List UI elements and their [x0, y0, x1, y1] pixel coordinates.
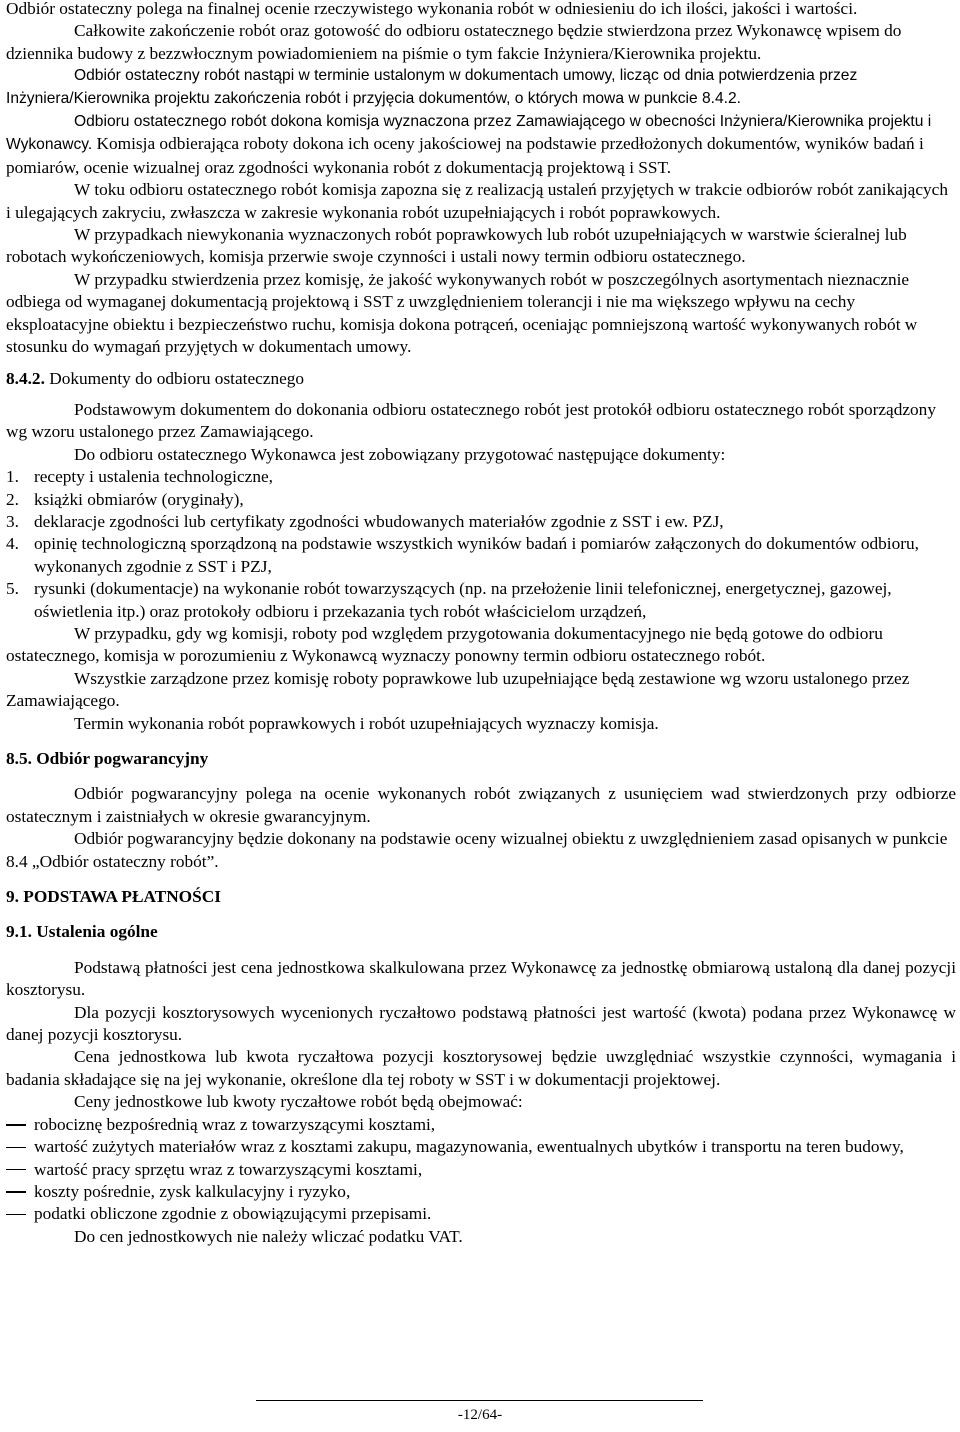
paragraph: Podstawowym dokumentem do dokonania odbioru ostatecznego robót jest protokół odbioru ostatecznego robót sporządzony wg wzoru ustalonego przez Zamawiającego.: [6, 399, 936, 442]
cost-list: [6, 1114, 956, 1226]
paragraph: Całkowite zakończenie robót oraz gotowość do odbioru ostatecznego będzie stwierdzona przez Wykonawcę wpisem do dziennika budowy z bezzwłocznym powiadomieniem na piśmie o tym fakcie Inżyniera/Kierownika projektu.: [6, 21, 902, 63]
paragraph: W przypadkach niewykonania wyznaczonych robót poprawkowych lub robót uzupełniających w warstwie ścieralnej lub robotach wykończeniowych, komisja przerwie swoje czynności i ustali nowy termin odbioru ostatecznego.: [6, 225, 907, 267]
list-item: wartość zużytych materiałów wraz z kosztami zakupu, magazynowania, ewentualnych ubytków i transportu na teren budowy,: [6, 1136, 956, 1158]
paragraph: Do odbioru ostatecznego Wykonawca jest zobowiązany przygotować następujące dokumenty:: [74, 444, 726, 464]
serif-text: Komisja odbierająca roboty dokona ich oceny jakościowej na podstawie przedłożonych dokumentów, wyników badań i pomiarów, ocenie wizualnej oraz zgodności wykonania robót z dokumentacją projektową i SST.: [6, 134, 924, 177]
list-item: 1. recepty i ustalenia technologiczne,: [6, 467, 273, 487]
list-item: podatki obliczone zgodnie z obowiązującymi przepisami.: [6, 1203, 956, 1225]
paragraph: Odbiór ostateczny polega na finalnej ocenie rzeczywistego wykonania robót w odniesieniu do ich ilości, jakości i wartości.: [6, 0, 858, 18]
section-title: Dokumenty do odbioru ostatecznego: [44, 368, 305, 388]
dash-bullet: [6, 1191, 26, 1192]
paragraph: Termin wykonania robót poprawkowych i robót uzupełniających wyznaczy komisja.: [74, 713, 659, 733]
section-heading-91: 9.1. Ustalenia ogólne: [6, 922, 158, 942]
section-heading-85: 8.5. Odbiór pogwarancyjny: [6, 749, 209, 768]
list-item: 2. książki obmiarów (oryginały),: [6, 489, 244, 509]
paragraph: Do cen jednostkowych nie należy wliczać podatku VAT.: [74, 1226, 463, 1246]
dash-bullet: [6, 1169, 26, 1170]
paragraph: Ceny jednostkowe lub kwoty ryczałtowe robót będą obejmować:: [74, 1092, 523, 1112]
list-item: 4. opinię technologiczną sporządzoną na podstawie wszystkich wyników badań i pomiarów załączonych do dokumentów odbioru, wykonanych zgodnie z SST i PZJ,: [6, 534, 919, 576]
paragraph: Odbiór ostateczny robót nastąpi w terminie ustalonym w dokumentach umowy, licząc od dnia potwierdzenia przez Inżyniera/Kierownika projektu zakończenia robót i przyjęcia dokumentów, o których mowa w punkcie 8.4.2.: [6, 67, 858, 107]
list-item: 3. deklaracje zgodności lub certyfikaty zgodności wbudowanych materiałów zgodnie z SST i ew. PZJ,: [6, 511, 724, 531]
paragraph: Odbiór pogwarancyjny polega na ocenie wykonanych robót związanych z usunięciem wad stwierdzonych przy odbiorze ostatecznym i zaistniałych w okresie gwarancyjnym.: [6, 784, 956, 826]
paragraph: Wszystkie zarządzone przez komisję roboty poprawkowe lub uzupełniające będą zestawione wg wzoru ustalonego przez Zamawiającego.: [6, 668, 910, 711]
sans-text: Odbioru ostatecznego robót dokona komisja wyznaczona przez Zamawiającego w obecności Inżyniera/Kierownika projektu i Wykonawcy.: [6, 113, 932, 154]
paragraph: Odbiór pogwarancyjny będzie dokonany na podstawie oceny wizualnej obiektu z uwzględnieniem zasad opisanych w punkcie 8.4 „Odbiór ostateczny robót”.: [6, 829, 948, 871]
section-number: 8.4.2.: [6, 368, 45, 388]
section-heading-9: 9. PODSTAWA PŁATNOŚCI: [6, 887, 221, 907]
list-item: robociznę bezpośrednią wraz z towarzyszącymi kosztami,: [6, 1114, 956, 1136]
section-heading-842: [6, 368, 956, 390]
footer-divider: [256, 1400, 703, 1401]
dash-bullet: [6, 1147, 26, 1148]
paragraph: W toku odbioru ostatecznego robót komisja zapozna się z realizacją ustaleń przyjętych w trakcie odbiorów robót zanikających i ulegających zakryciu, zwłaszcza w zakresie wykonania robót uzupełniających i robót poprawkowych.: [6, 180, 948, 222]
document-list: [6, 466, 956, 623]
paragraph: Cena jednostkowa lub kwota ryczałtowa pozycji kosztorysowej będzie uwzględniać wszystkie czynności, wymagania i badania składające się na jej wykonanie, określone dla tej roboty w SST i w dokumentacji projektowej.: [6, 1047, 956, 1089]
paragraph: W przypadku stwierdzenia przez komisję, że jakość wykonywanych robót w poszczególnych asortymentach nieznacznie odbiega od wymaganej dokumentacją projektową i SST z uwzględnieniem tolerancji i nie ma większego wpływu na cechy eksploatacyjne obiektu i bezpieczeństwo ruchu, komisja dokona potrąceń, oceniając pomniejszoną wartość wykonywanych robót w stosunku do wymagań przyjętych w dokumentach umowy.: [6, 269, 918, 357]
list-item: 5. rysunki (dokumentacje) na wykonanie robót towarzyszących (np. na przełożenie linii telefonicznej, energetycznej, gazowej, oświetlenia itp.) oraz protokoły odbioru i przekazania tych robót właścicielom urządzeń,: [6, 579, 892, 621]
dash-bullet: [6, 1214, 26, 1215]
paragraph: [6, 110, 956, 179]
paragraph: Podstawą płatności jest cena jednostkowa skalkulowana przez Wykonawcę za jednostkę obmiarową ustaloną dla danej pozycji kosztorysu.: [6, 957, 956, 1000]
list-item: wartość pracy sprzętu wraz z towarzyszącymi kosztami,: [6, 1159, 956, 1181]
document-page: [6, 0, 956, 1248]
page-number: -12/64-: [457, 1407, 503, 1423]
paragraph: W przypadku, gdy wg komisji, roboty pod względem przygotowania dokumentacyjnego nie będą gotowe do odbioru ostatecznego, komisja w porozumieniu z Wykonawcą wyznaczy ponowny termin odbioru ostatecznego robót.: [6, 623, 883, 666]
list-item: koszty pośrednie, zysk kalkulacyjny i ryzyko,: [6, 1181, 956, 1203]
dash-bullet: [6, 1124, 26, 1125]
paragraph: Dla pozycji kosztorysowych wycenionych ryczałtowo podstawą płatności jest wartość (kwota) podana przez Wykonawcę w danej pozycji kosztorysu.: [6, 1002, 956, 1045]
